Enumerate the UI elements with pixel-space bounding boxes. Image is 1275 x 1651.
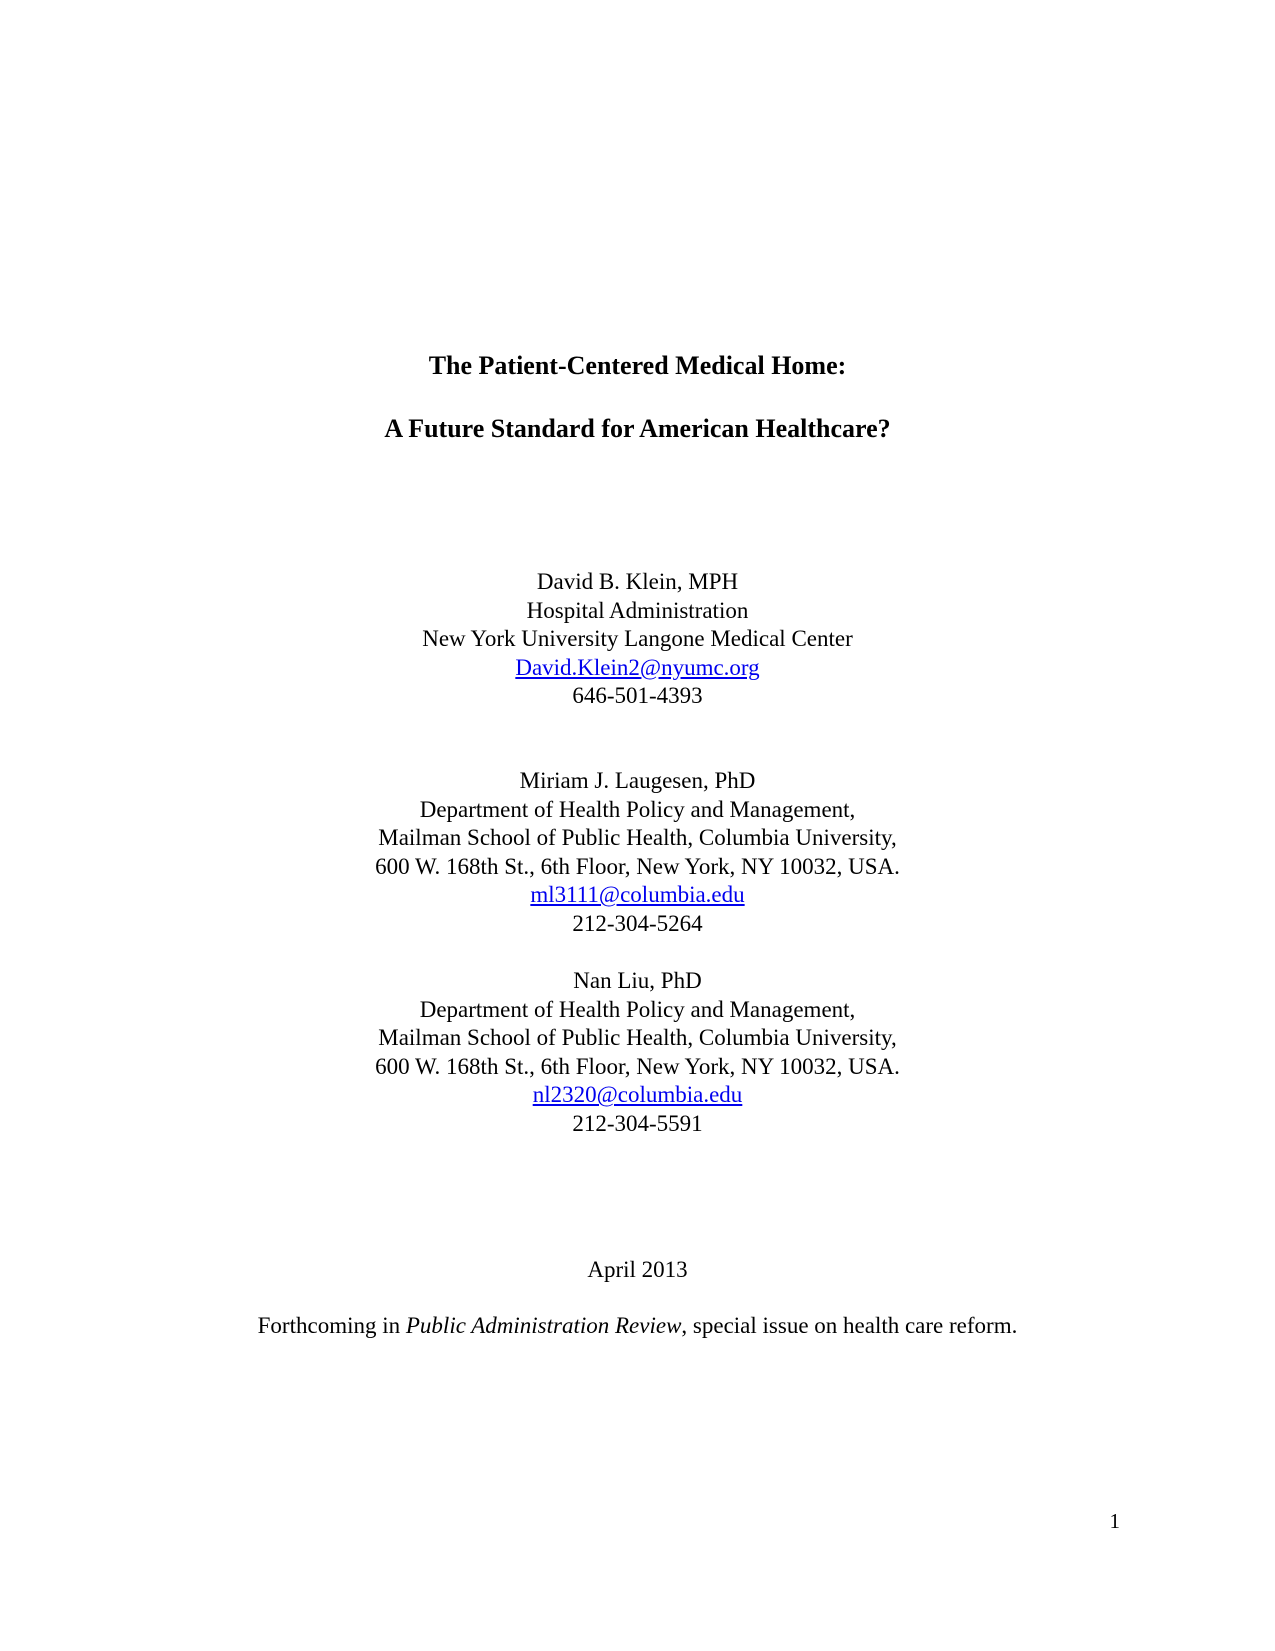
forthcoming-note	[0, 1312, 1275, 1340]
publication-date: April 2013	[587, 1257, 688, 1282]
author-affiliation-line: 600 W. 168th St., 6th Floor, New York, NY 10032, USA.	[375, 1053, 900, 1079]
page-number: 1	[1109, 1509, 1120, 1533]
author-phone: 212-304-5591	[572, 1110, 703, 1136]
paper-title-line-1: The Patient-Centered Medical Home:	[428, 351, 847, 380]
paper-title-line-2: A Future Standard for American Healthcare?	[384, 414, 891, 443]
author-email-link[interactable]: David.Klein2@nyumc.org	[515, 654, 760, 680]
author-affiliation-line: Mailman School of Public Health, Columbia University,	[378, 825, 897, 851]
author-block-liu	[0, 967, 1275, 1139]
author-email-link[interactable]: ml3111@columbia.edu	[530, 882, 745, 908]
author-phone: 212-304-5264	[572, 910, 703, 936]
author-name: Miriam J. Laugesen, PhD	[519, 768, 756, 793]
forthcoming-prefix: Forthcoming in	[257, 1313, 406, 1338]
author-affiliation-line: 600 W. 168th St., 6th Floor, New York, NY 10032, USA.	[375, 853, 900, 879]
journal-name: Public Administration Review	[405, 1313, 682, 1338]
author-email-link[interactable]: nl2320@columbia.edu	[532, 1082, 743, 1108]
author-name: David B. Klein, MPH	[536, 569, 739, 594]
author-affiliation-line: Department of Health Policy and Management,	[419, 796, 856, 822]
author-name: Nan Liu, PhD	[573, 968, 702, 993]
author-affiliation-line: Department of Health Policy and Management,	[419, 996, 856, 1022]
author-affiliation-line: New York University Langone Medical Center	[422, 626, 853, 652]
forthcoming-suffix: , special issue on health care reform.	[681, 1313, 1018, 1338]
author-block-klein	[0, 568, 1275, 711]
author-affiliation-line: Hospital Administration	[526, 597, 749, 623]
author-affiliation-line: Mailman School of Public Health, Columbia University,	[378, 1025, 897, 1051]
author-phone: 646-501-4393	[572, 683, 703, 709]
author-block-laugesen	[0, 767, 1275, 939]
